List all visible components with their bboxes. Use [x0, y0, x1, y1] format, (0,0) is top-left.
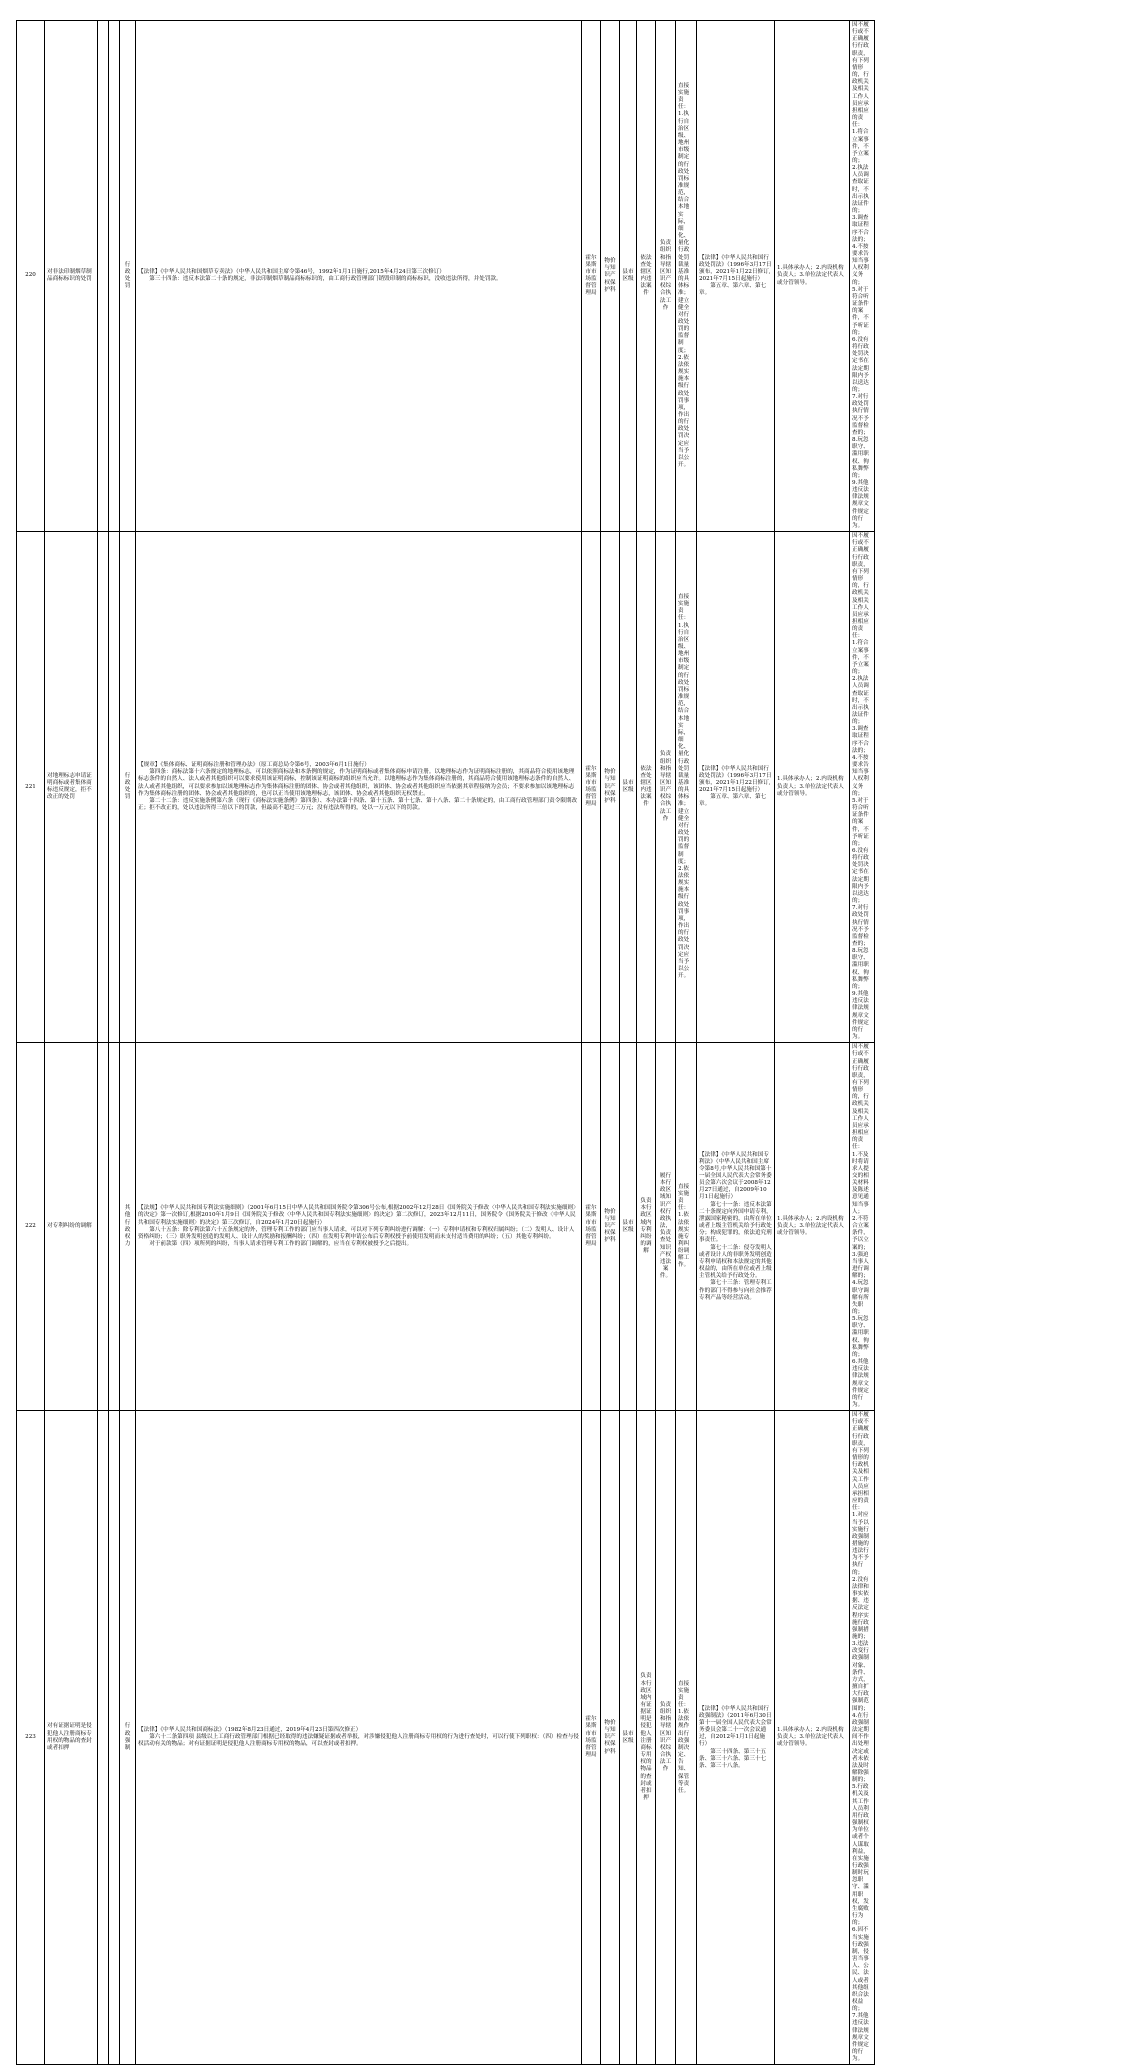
implementing-dept: 霍尔果斯市市场监督管理局 — [582, 1411, 601, 2065]
accountability-situations-line: 4.玩忽职守调解有所失职的； — [852, 1280, 869, 1315]
accountability-law — [697, 532, 775, 1043]
accountability-situations-line: 6.没有将行政处罚决定书在法定期限内予以送达的； — [852, 847, 869, 905]
accountability-situations-line: 2.执法人员调查取证时，不出示执法证件的； — [852, 676, 869, 726]
implementing-dept: 霍尔果斯市市场监督管理局 — [582, 21, 601, 532]
responsible-office: 物价与知识产权保护科 — [601, 1411, 620, 2065]
table-row — [17, 21, 1105, 532]
accountability-law-line: 第五章、第六章、第七章。 — [699, 283, 767, 297]
responsible-subject: 1.具体承办人；2.内设机构负责人；3.单位法定代表人或分管领导。 — [775, 1043, 850, 1411]
legal-basis-line: 【法规】《中华人民共和国专利法实施细则》（2001年6月15日中华人民共和国国务院令第306号公布,根据2002年12月28日《国务院关于修改〈中华人民共和国专利法实施细则〉的决定》第一次修订,根据2010年1月9日《国务院关于修改〈中华人民共和国专利法实施细则〉的决定》第二次修订，2023年12月11日，国务院令《国务院关于修改〈中华人民共和国专利法实施细则〉的决定》第三次修订，自2024年1月20日起施行） — [138, 1205, 579, 1226]
accountability-law — [697, 21, 775, 532]
legal-basis-line: 第三十四条：违反本法第二十条的规定，非法印制烟草制品商标标识的，由工商行政管理部门销毁印制的商标标识，没收违法所得，并处罚款。 — [138, 276, 502, 283]
table-row — [17, 1411, 1105, 2065]
blank-col-b — [109, 1411, 120, 2065]
accountability-situations-line: 7.对行政处罚执行情况不予监督检查的； — [852, 394, 869, 436]
jurisdiction-scope: 依法查处辖区内违法案件 — [637, 21, 656, 532]
accountability-situations-line: 8.玩忽职守、滥用职权、徇私舞弊的； — [852, 437, 869, 479]
accountability-law — [697, 1043, 775, 1411]
accountability-law — [697, 1411, 775, 2065]
accountability-situations-line: 因不履行或不正确履行行政职责，有下列情形的，行政机关及相关工作人员应承担相应的责任： — [852, 1044, 869, 1151]
exercise-level: 县市区级 — [620, 532, 637, 1043]
accountability-situations-line: 2.没有法律和事实依据、违反法定程序实施行政强制措施的； — [852, 1576, 869, 1640]
accountability-law-line: 第七十一条：违反本法第二十条规定向外国申请专利，泄露国家秘密的，由所在单位或者上级主管机关给予行政处分；构成犯罪的，依法追究刑事责任。 — [699, 1201, 772, 1244]
accountability-situations-line: 6.其他违反法律法规规章文件规定的行为。 — [852, 1359, 869, 1408]
legal-basis — [136, 532, 582, 1043]
legal-basis — [136, 1411, 582, 2065]
blank-col-b — [109, 21, 120, 532]
blank-col-a — [98, 1043, 109, 1411]
accountability-situations-line: 5.对于符合听证条件的案件，不予听证的； — [852, 797, 869, 847]
responsibility-items-line: 直接实施责任： — [678, 1183, 690, 1212]
power-type: 行政处罚 — [120, 21, 136, 532]
accountability-law-line: 【法律】《中华人民共和国行政处罚法》（1996年3月17日颁布，2021年1月22日修订,2021年7月15日起施行） — [699, 254, 772, 283]
legal-basis-line: 【法律】《中华人民共和国商标法》（1982年8月23日通过，2019年4月23日第四次修正） — [138, 1727, 362, 1734]
row-number: 222 — [17, 1043, 45, 1411]
accountability-situations-line: 3.调查取证程序不合法的； — [852, 726, 869, 754]
accountability-situations-line: 9.其他违反法律法规规章文件规定的行为。 — [852, 991, 869, 1041]
accountability-situations-line: 1.符合立案事件，不予立案的； — [852, 640, 869, 676]
responsibility-items-line: 直接实施责任： — [678, 82, 690, 111]
responsible-subject: 1.具体承办人；2.内设机构负责人；3.单位法定代表人或分管领导。 — [775, 532, 850, 1043]
item-name: 对地理标志申请证明商标或者集体商标违反规定，拒不改正的处罚 — [45, 532, 98, 1043]
accountability-situations — [850, 21, 875, 532]
accountability-law-line: 第五章、第六章、第七章。 — [699, 794, 767, 808]
legal-basis-line: 第八十五条：除专利法第六十五条规定的外，管理专利工作的部门应当事人请求，可以对下列专利纠纷进行调解：（一）专利申请权和专利权归属纠纷；（二）发明人、设计人资格纠纷；（三）职务发明创造的发明人、设计人的奖励和报酬纠纷；（四）在发明专利申请公布后专利权授予前使用发明而未支付适当费用的纠纷；（五）其他专利纠纷。 — [138, 1226, 575, 1240]
accountability-situations-line: 7.其他违反法律法规规章文件规定的行为。 — [852, 2013, 869, 2063]
accountability-situations-line: 4.在行政强制法定期间不作出处理决定或者未依法及时解除强制的； — [852, 1712, 869, 1784]
unit-duty: 负责组织和指导辖区知识产权综合执法工作 — [656, 21, 676, 532]
row-number: 223 — [17, 1411, 45, 2065]
responsibility-items-line: 2.依法依规实施本级行政处罚事项，作出的行政处罚决定应当予以公开。 — [678, 354, 690, 469]
unit-duty: 履行本行政区域知识产权行政执法，负责查处知识产权违法案件。 — [656, 1043, 676, 1411]
legal-basis-line: 第二十二条：违反实施条例第六条（现行《商标法实施条例》第四条）、本办法第十四条、第十五条、第十七条、第十八条、第二十条规定的，由工商行政管理部门责令限期改正；拒不改正的，处以违法所得三倍以下的罚款，但最高不超过三万元；没有违法所得的，处以一万元以下的罚款。 — [138, 797, 578, 812]
accountability-situations-line: 1.不及时将请求人提交的相关材料及陈述意见通知当事人； — [852, 1151, 869, 1215]
accountability-situations-line: 8.玩忽职守、滥用职权、徇私舞弊的； — [852, 948, 869, 990]
responsibility-items-line: 1.执行自治区级、地州市级制定的行政处罚标准规范，结合本地实际，细化、量化行政处罚裁量基准的具体标准；建立健全对行政处罚的监督制度； — [678, 622, 690, 865]
accountability-situations-line: 5.行政机关及其工作人员利用行政强制权为单位或者个人谋取利益，在实施行政强制时玩忽职守、滥用职权，发生腐败行为的； — [852, 1784, 869, 1927]
accountability-situations-line: 因不履行或不正确履行行政职责，有下列情形的，行政机关及相关工作人员应承担相应的责任： — [852, 22, 869, 129]
unit-duty: 负责组织和指导辖区知识产权综合执法工作 — [656, 1411, 676, 2065]
responsible-office: 物价与知识产权保护科 — [601, 1043, 620, 1411]
responsibility-items-line: 直接实施责任： — [678, 1680, 690, 1708]
accountability-situations-line: 5.对于符合听证条件的案件，不予听证的； — [852, 286, 869, 336]
item-name: 对非法印制烟草制品商标标识的处罚 — [45, 21, 98, 532]
accountability-situations-line: 6.没有将行政处罚决定书在法定期限内予以送达的； — [852, 336, 869, 393]
accountability-law-line: 【法律】《中华人民共和国行政强制法》（2011年6月30日第十一届全国人民代表大会常务委员会第二十一次会议通过，自2012年1月1日起施行） — [699, 1705, 772, 1748]
row-number: 221 — [17, 532, 45, 1043]
legal-basis-line: 【法律】《中华人民共和国烟草专卖法》（中华人民共和国主席令第46号，1992年1月1日施行,2015年4月24日第三次修订） — [138, 268, 445, 275]
item-name: 对专利纠纷的调解 — [45, 1043, 98, 1411]
accountability-situations-line: 2.不符合立案条件，予以立案的； — [852, 1215, 869, 1251]
accountability-situations-line: 1.将合立案事件，不予立案的； — [852, 129, 869, 164]
responsibility-items-line: 直接实施责任： — [678, 593, 690, 622]
legal-basis-line: 【规章】《集体商标、证明商标注册和管理办法》（原工商总局令第6号，2003年6月1日施行） — [138, 762, 370, 769]
blank-col-b — [109, 1043, 120, 1411]
blank-col-a — [98, 1411, 109, 2065]
row-number: 220 — [17, 21, 45, 532]
legal-basis — [136, 1043, 582, 1411]
accountability-situations-line: 因不履行或不正确履行行政职责，有下列情形的，行政机关及相关工作人员应承担相应的责任： — [852, 533, 869, 640]
responsible-office: 物价与知识产权保护科 — [601, 21, 620, 532]
accountability-situations-line: 9.其他违反法律法规规章文件规定的行为。 — [852, 480, 869, 529]
accountability-situations-line: 1.对应当予以实施行政强制措施的违法行为不予执行的； — [852, 1512, 869, 1576]
responsible-office: 物价与知识产权保护科 — [601, 532, 620, 1043]
responsibility-items-line: 1.依法依规实施专利纠纷调解工作。 — [678, 1212, 690, 1269]
item-name: 对有证据证明是侵犯他人注册商标专用权的物品的查封或者扣押 — [45, 1411, 98, 2065]
accountability-situations-line: 3.强迫当事人进行调解的； — [852, 1251, 869, 1280]
accountability-law-line: 【法律】《中华人民共和国行政处罚法》（1996年3月17日颁布，2021年1月22日修订,2021年7月15日起施行） — [699, 765, 772, 794]
exercise-level: 县市区级 — [620, 1043, 637, 1411]
unit-duty: 负责组织和指导辖区知识产权综合执法工作 — [656, 532, 676, 1043]
accountability-law-line: 【法律】《中华人民共和国专利法》（中华人民共和国主席令第8号,中华人民共和国第十一届全国人民代表大会常务委员会第六次会议于2008年12月27日通过，自2009年10月1日起施行） — [699, 1151, 772, 1201]
blank-col-b — [109, 532, 120, 1043]
responsibility-items-line: 1.依法依规作出行政强制决定、告知、保管等责任。 — [678, 1709, 690, 1794]
table-row — [17, 1043, 1105, 1411]
exercise-level: 县市区级 — [620, 21, 637, 532]
legal-basis-line: 第四条：商标法第十六条规定的地理标志，可以依照商标法和本条例的规定，作为证明商标或者集体商标申请注册。以地理标志作为证明商标注册的，其商品符合使用该地理标志条件的自然人、法人或者其他组织可以要求使用该证明商标，控制该证明商标的组织应当允许。以地理标志作为集体商标注册的，其商品符合使用该地理标志条件的自然人、法人或者其他组织，可以要求参加以该地理标志作为集体商标注册的团体、协会或者其他组织，该团体、协会或者其他组织应当依据其章程接纳为会员；不要求参加以该地理标志作为集体商标注册的团体、协会或者其他组织的，也可以正当使用该地理标志，该团体、协会或者其他组织无权禁止。 — [138, 769, 575, 797]
accountability-situations — [850, 532, 875, 1043]
accountability-situations-line: 3.违法改变行政强制对象、条件、方式，擅自扩大行政强制范围的； — [852, 1641, 869, 1712]
accountability-situations-line: 4.不按要求告知当事人权利义务的； — [852, 243, 869, 286]
power-type: 其他行政权力 — [120, 1043, 136, 1411]
exercise-level: 县市区级 — [620, 1411, 637, 2065]
accountability-situations-line: 5.玩忽职守、滥用职权、徇私舞弊的； — [852, 1316, 869, 1358]
accountability-situations — [850, 1411, 875, 2065]
accountability-law-line: 第三十四条、第三十五条、第三十六条、第三十七条、第三十八条。 — [699, 1748, 767, 1769]
implementing-dept: 霍尔果斯市市场监督管理局 — [582, 532, 601, 1043]
responsibility-items-line: 1.执行自治区级、地州市级制定的行政处罚标准规范，结合本地实际，细化、量化行政处罚裁量基准的具体标准；建立健全对行政处罚的监督制度； — [678, 111, 690, 354]
accountability-situations-line: 3.调查取证程序不合法的； — [852, 215, 869, 243]
responsibility-items — [676, 532, 697, 1043]
accountability-situations-line: 6.因不当实施行政强制，侵害当事人、公民、法人或者其他组织合法权益的； — [852, 1927, 869, 2013]
blank-col-a — [98, 532, 109, 1043]
accountability-situations — [850, 1043, 875, 1411]
accountability-situations-line: 7.对行政处罚执行情况不予监督检查的； — [852, 905, 869, 947]
accountability-situations-line: 因不履行或不正确履行行政职责，有下列情形的行政机关及相关工作人员应承担相应的责任： — [852, 1412, 869, 1512]
responsible-subject: 1.具体承办人；2.内设机构负责人；3.单位法定代表人或分管领导。 — [775, 21, 850, 532]
legal-basis-line: 第六十二条第四项 县级以上工商行政管理部门根据已经取得的违法嫌疑证据或者举报，对涉嫌侵犯他人注册商标专用权的行为进行查处时，可以行使下列职权：（四）检查与侵权活动有关的物品；对有证据证明是侵犯他人注册商标专用权的物品，可以查封或者扣押。 — [138, 1734, 579, 1748]
legal-basis — [136, 21, 582, 532]
accountability-law-line: 第七十三条：管理专利工作的部门不得参与向社会推荐专利产品等经营活动。 — [699, 1280, 772, 1301]
jurisdiction-scope: 负责本行政区域内有证据证明是侵犯他人注册商标专用权的物品的查封或者扣押 — [637, 1411, 656, 2065]
responsible-subject: 1.具体承办人；2.内设机构负责人；3.单位法定代表人或分管领导。 — [775, 1411, 850, 2065]
power-type: 行政强制 — [120, 1411, 136, 2065]
power-list-table — [16, 20, 1105, 2065]
accountability-law-line: 第七十二条：侵夺发明人或者设计人的非职务发明创造专利申请权和本法规定的其他权益的，由所在单位或者上级主管机关给予行政处分。 — [699, 1244, 772, 1280]
accountability-situations-line: 4.不按要求告知当事人权利义务的； — [852, 754, 869, 797]
legal-basis-line: 对于前款第（四）项所列的纠纷，当事人请求管理专利工作的部门调解的，应当在专利权被授予之后提出。 — [138, 1240, 413, 1247]
blank-col-a — [98, 21, 109, 532]
responsibility-items — [676, 1411, 697, 2065]
responsibility-items-line: 2.依法依规实施本级行政处罚事项，作出的行政处罚决定应当予以公开。 — [678, 865, 690, 980]
implementing-dept: 霍尔果斯市市场监督管理局 — [582, 1043, 601, 1411]
accountability-situations-line: 2.执法人员调查取证时，不出示执法证件的； — [852, 165, 869, 215]
power-type: 行政处罚 — [120, 532, 136, 1043]
responsibility-items — [676, 1043, 697, 1411]
responsibility-items — [676, 21, 697, 532]
jurisdiction-scope: 依法查处辖区内违法案件 — [637, 532, 656, 1043]
jurisdiction-scope: 负责本行政区域内专利纠纷的调解 — [637, 1043, 656, 1411]
table-row — [17, 532, 1105, 1043]
